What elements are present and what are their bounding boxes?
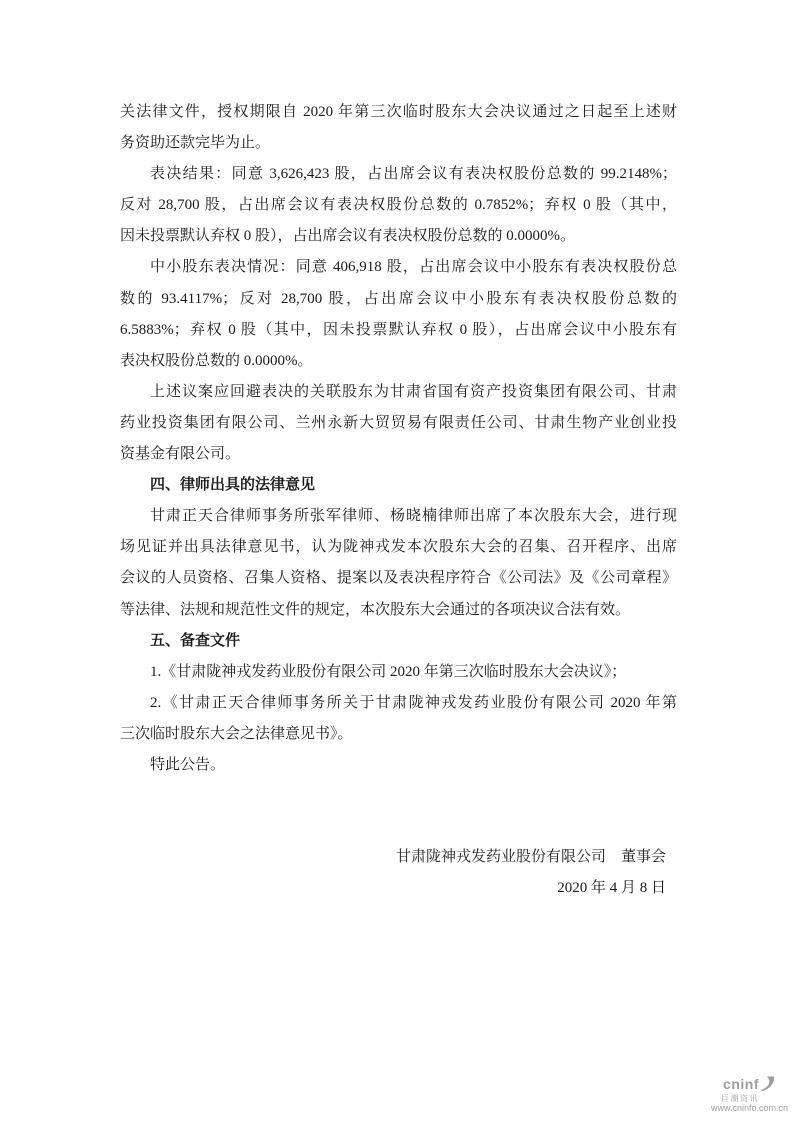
- paragraph: [120, 750, 677, 781]
- text-line: 甘肃正天合律师事务所张军律师、杨晓楠律师出席了本次股东大会，进行现: [150, 508, 677, 525]
- text-line: 特此公告。: [150, 756, 226, 773]
- text-line: 因未投票默认弃权 0 股），占出席会议有表决权股份总数的 0.0000%。: [120, 228, 575, 245]
- cninfo-url: www.cninfo.com.cn: [710, 1103, 788, 1113]
- text-line: 四、律师出具的法律意见: [150, 477, 316, 494]
- signature-date: 2020 年 4 月 8 日: [557, 880, 666, 897]
- document-body: [120, 97, 677, 781]
- text-line: 表决权股份总数的 0.0000%。: [120, 352, 313, 369]
- text-line: 等法律、法规和规范性文件的规定，本次股东大会通过的各项决议合法有效。: [120, 601, 631, 618]
- text-line: 表决结果：同意 3,626,423 股，占出席会议有表决权股份总数的 99.2148%；: [150, 166, 677, 183]
- text-line: 会议的人员资格、召集人资格、提案以及表决程序符合《公司法》及《公司章程》: [120, 570, 677, 587]
- cninfo-logo-text: cninf: [723, 1076, 759, 1092]
- text-line: 中小股东表决情况：同意 406,918 股，占出席会议中小股东有表决权股份总: [150, 259, 677, 276]
- text-line: 关法律文件，授权期限自 2020 年第三次临时股东大会决议通过之日起至上述财: [120, 104, 677, 120]
- text-line: 药业投资集团有限公司、兰州永新大贸贸易有限责任公司、甘肃生物产业创业投: [120, 414, 677, 431]
- text-line: 五、备查文件: [150, 632, 241, 649]
- paragraph: [120, 501, 677, 625]
- section-heading: [120, 470, 677, 501]
- paragraph: [120, 688, 677, 750]
- text-line: 6.5883%；弃权 0 股（其中，因未投票默认弃权 0 股），占出席会议中小股东有: [120, 321, 677, 338]
- paragraph: [120, 252, 677, 376]
- text-line: 上述议案应回避表决的关联股东为甘肃省国有资产投资集团有限公司、甘肃: [150, 383, 677, 400]
- paragraph: [120, 97, 677, 159]
- cninfo-chinese-label: 巨潮资讯: [721, 1094, 759, 1103]
- text-line: 资基金有限公司。: [120, 446, 241, 463]
- text-line: 反对 28,700 股，占出席会议有表决权股份总数的 0.7852%；弃权 0 股（其中，: [120, 197, 677, 214]
- text-line: 数的 93.4117%；反对 28,700 股，占出席会议中小股东有表决权股份总数的: [120, 290, 677, 307]
- section-heading: [120, 626, 677, 657]
- signature-company: 甘肃陇神戎发药业股份有限公司 董事会: [395, 849, 666, 865]
- text-line: 务资助还款完毕为止。: [120, 135, 271, 152]
- cninfo-swirl-icon: [760, 1076, 776, 1092]
- cninfo-logo-row: [723, 1076, 776, 1092]
- text-line: 场见证并出具法律意见书，认为陇神戎发本次股东大会的召集、召开程序、出席: [120, 539, 677, 556]
- paragraph: [120, 377, 677, 470]
- text-line: 1.《甘肃陇神戎发药业股份有限公司 2020 年第三次临时股东大会决议》；: [150, 663, 627, 680]
- signature-block: [120, 842, 677, 904]
- text-line: 三次临时股东大会之法律意见书》。: [120, 725, 353, 742]
- text-line: 2.《甘肃正天合律师事务所关于甘肃陇神戎发药业股份有限公司 2020 年第: [150, 694, 677, 711]
- cninfo-logo: [702, 1076, 788, 1116]
- paragraph: [120, 657, 677, 688]
- paragraph: [120, 159, 677, 252]
